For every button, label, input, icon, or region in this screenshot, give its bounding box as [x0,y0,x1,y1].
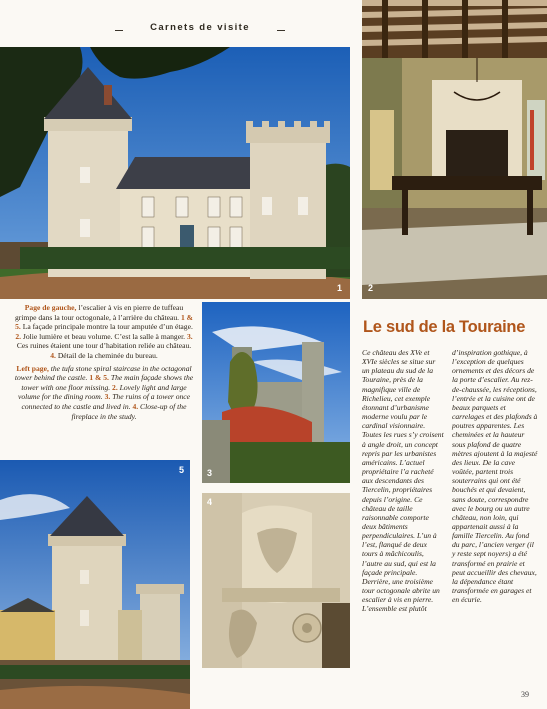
ruined-tower-photo [202,302,350,483]
chateau-tours-photo [0,47,350,299]
section-heading: Carnets de visite [150,22,250,33]
photo-number: 5 [178,465,184,475]
dining-room-photo [362,0,547,299]
caption-lead: Page de gauche, [24,303,77,312]
caption-english: Left page, the tufa stone spiral staircase in the octagonal tower behind the castle. 1 & 5. The main façade shows the tower with one floor missing. 2. Lovely light and large volume for the dining room. 3. The ruins of a tower once connected to the castle and lived in. 4. Close-up of the fireplace in the study. [14,363,194,421]
caption-french: Page de gauche, l’escalier à vis en pierre de tuffeau grimpe dans la tour octogonale, à l’arrière du château. 1 & 5. La façade principale montre la tour amputée d’un étage. 2. Jolie lumière et beau volume. C’est la salle à manger. 3. Ces ruines étaient une tour d’habitation reliée au château. 4. Détail de la cheminée du bureau. [15,303,193,360]
article-column-1: Ce château des XVe et XVIe siècles se situe sur un plateau du sud de la Touraine, près de la magnifique ville de Richelieu, cet exemple étonnant d’urbanisme moderne voulu par le cardinal visionnaire. Toutes les rues s’y croisent à angle droit, un concept repris par les urbanistes américains. L’actuel propriétaire l’a racheté aux descendants des Tiercelin, propriétaires depuis l’origine. Ce château de taille raisonnable comporte deux bâtiments perpendiculaires. L’un à l’est, flanqué de deux tours à mâchicoulis, l’autre au sud, qui est la façade principale. Derrière, une troisième tour octogonale abrite un escalier à vis en pierre. L’ensemble est plutôt [362,348,444,614]
fireplace-detail-photo [202,493,350,668]
photo-number: 4 [207,497,213,507]
header-rule-right [277,30,285,31]
article-column-2: d’inspiration gothique, à l’exception de quelques ornements et des décors de la porte d’escalier. Au rez-de-chaussée, les réceptions, l’entrée et la cuisine ont de beaux parquets et carrelages et des plafonds à poutres apparentes. Les cheminées et la hauteur sous plafond de quatre mètres ajoutent à la majesté des lieux. De la cave voûtée, partent trois souterrains qui ont été bouchés et qui devaient, sans doute, correspondre avec le bourg ou un autre château, non loin, qui appartenait aussi à la famille Tiercelin. Au fond du parc, l’ancien verger (il y reste sept noyers) a été transformé en prairie et peut accueillir des chevaux, la dépendance étant transformée en garages et en écurie. [452,348,538,605]
photo-captions [14,303,194,424]
page-number: 39 [521,690,529,699]
article-title: Le sud de la Touraine [363,318,526,336]
spiral-tower-photo [0,460,190,709]
photo-number: 3 [207,468,213,478]
caption-lead: Left page, [16,363,49,373]
photo-number: 2 [368,283,374,293]
photo-number: 1 [336,283,342,293]
